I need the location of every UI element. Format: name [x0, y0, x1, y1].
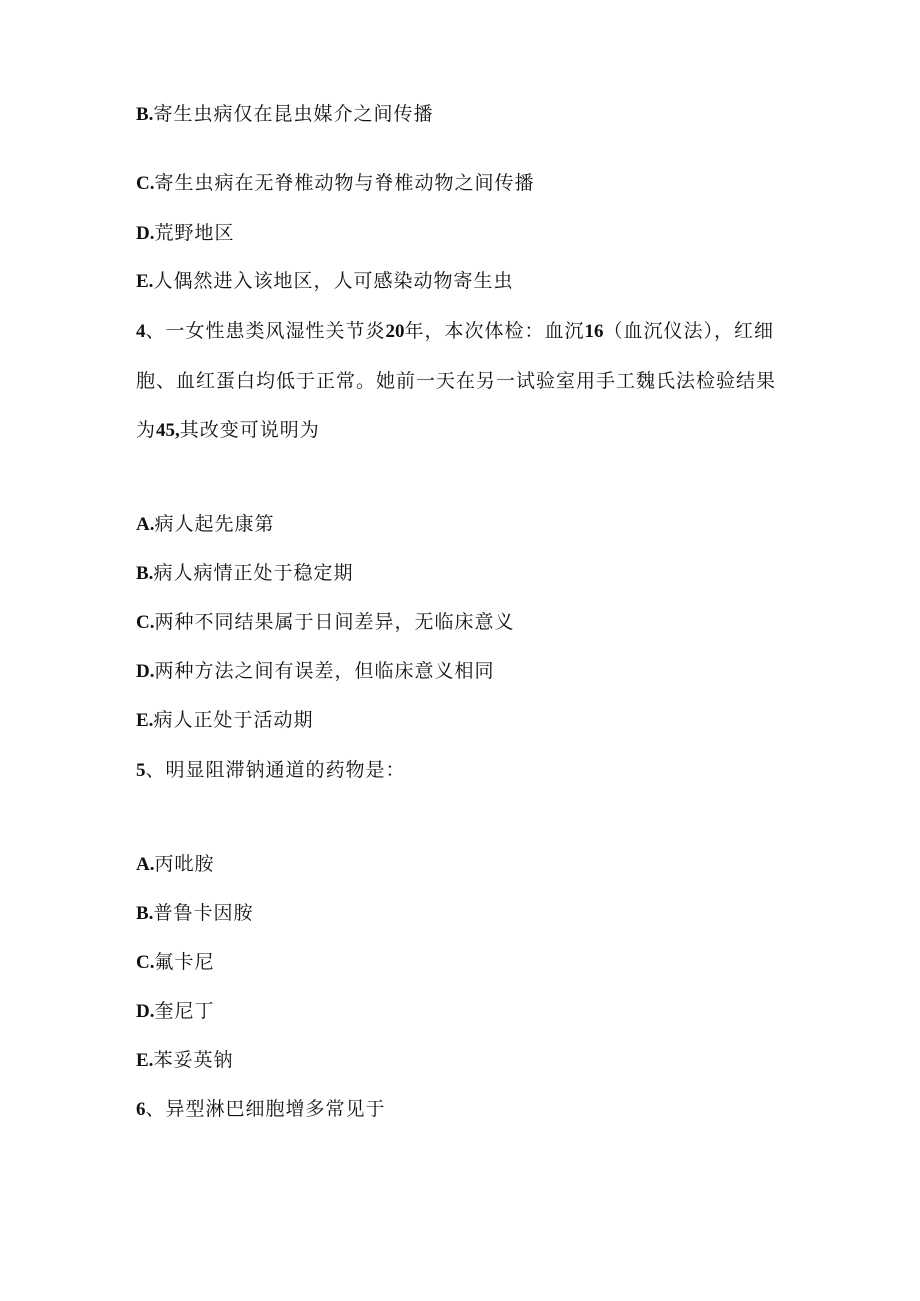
question-text: 胞、血红蛋白均低于正常。她前一天在另一试验室用手工魏氏法检验结果 — [136, 370, 777, 392]
question-5 — [136, 759, 406, 782]
option-label: A. — [136, 514, 155, 535]
question-text: 年，本次体检：血沉 — [404, 320, 585, 342]
option-text: 寄生虫病仅在昆虫媒介之间传播 — [153, 103, 434, 125]
option-label: D. — [136, 1001, 155, 1022]
option-label: B. — [136, 903, 154, 924]
option-text: 普鲁卡因胺 — [153, 902, 254, 924]
question-4-line-3 — [136, 419, 320, 442]
option-label: E. — [136, 1050, 154, 1071]
question-text: 、异型淋巴细胞增多常见于 — [145, 1098, 386, 1120]
option-e-q4 — [136, 709, 313, 732]
option-text: 病人病情正处于稳定期 — [153, 562, 354, 584]
question-text: 其改变可说明为 — [179, 419, 320, 441]
option-text: 丙吡胺 — [154, 853, 215, 875]
question-text: 为 — [136, 419, 157, 441]
question-text: 、明显阻滞钠通道的药物是： — [145, 759, 406, 781]
option-label: C. — [136, 173, 155, 194]
option-text: 两种不同结果属于日间差异，无临床意义 — [154, 611, 515, 633]
option-label: A. — [136, 854, 155, 875]
option-label: C. — [136, 952, 155, 973]
option-e-q5 — [136, 1049, 233, 1072]
option-c-q4 — [136, 611, 515, 634]
option-label: E. — [136, 710, 154, 731]
option-b-q3 — [136, 103, 433, 126]
option-text: 寄生虫病在无脊椎动物与脊椎动物之间传播 — [154, 172, 535, 194]
question-6 — [136, 1098, 386, 1121]
option-e-q3 — [136, 270, 513, 293]
option-c-q3 — [136, 172, 535, 195]
option-text: 荒野地区 — [154, 222, 235, 244]
option-text: 病人正处于活动期 — [153, 709, 314, 731]
question-text: （血沉仪法），红细 — [603, 320, 775, 342]
option-label: E. — [136, 271, 154, 292]
question-number: 4 — [136, 321, 146, 342]
option-c-q5 — [136, 951, 215, 974]
option-d-q3 — [136, 222, 235, 245]
option-d-q5 — [136, 1000, 215, 1023]
option-a-q5 — [136, 853, 215, 876]
option-text: 病人起先康第 — [154, 513, 275, 535]
option-label: C. — [136, 612, 155, 633]
option-text: 氟卡尼 — [154, 951, 215, 973]
option-text: 人偶然进入该地区，人可感染动物寄生虫 — [153, 270, 514, 292]
question-number-inline: 20 — [385, 321, 405, 342]
option-text: 奎尼丁 — [154, 1000, 215, 1022]
question-text: 、一女性患类风湿性关节炎 — [145, 320, 386, 342]
question-number-inline: 45, — [156, 420, 180, 441]
option-text: 苯妥英钠 — [153, 1049, 234, 1071]
option-b-q4 — [136, 562, 353, 585]
option-d-q4 — [136, 660, 495, 683]
option-text: 两种方法之间有误差，但临床意义相同 — [154, 660, 495, 682]
option-label: B. — [136, 563, 154, 584]
option-b-q5 — [136, 902, 253, 925]
question-number: 6 — [136, 1099, 146, 1120]
option-label: D. — [136, 661, 155, 682]
question-4-line-2 — [136, 370, 776, 392]
option-a-q4 — [136, 513, 275, 536]
question-4-line-1 — [136, 320, 774, 343]
question-number-inline: 16 — [584, 321, 604, 342]
question-number: 5 — [136, 760, 146, 781]
option-label: B. — [136, 104, 154, 125]
option-label: D. — [136, 223, 155, 244]
